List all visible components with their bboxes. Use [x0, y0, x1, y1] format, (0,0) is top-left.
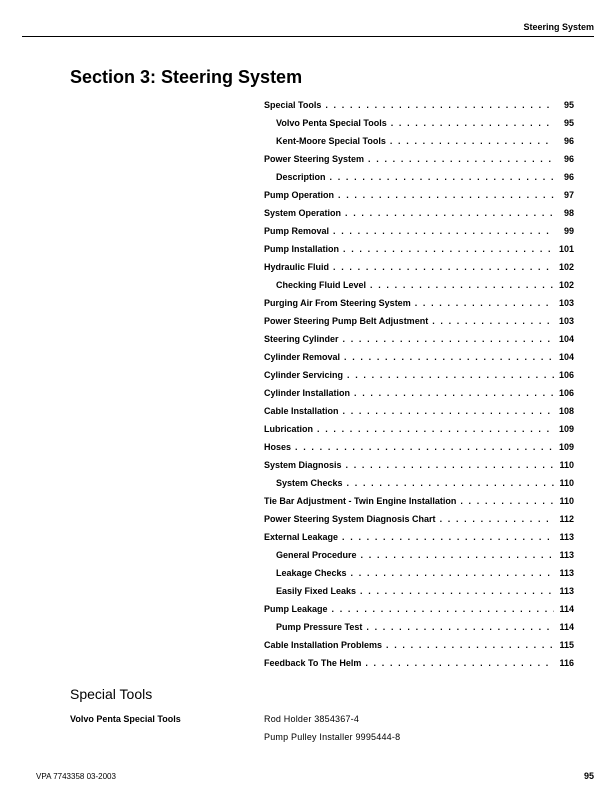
- toc-dot-leader: [333, 262, 554, 272]
- toc-entry[interactable]: [264, 402, 574, 420]
- toc-entry-label: External Leakage: [264, 532, 339, 542]
- toc-entry-label: Volvo Penta Special Tools: [276, 118, 387, 128]
- toc-entry[interactable]: [264, 456, 574, 474]
- toc-entry[interactable]: [264, 618, 574, 636]
- toc-entry-page: 110: [559, 496, 574, 506]
- tool-item: Rod Holder 3854367-4: [264, 714, 360, 724]
- toc-entry-page: 104: [558, 334, 574, 344]
- toc-entry-page: 113: [559, 550, 574, 560]
- toc-dot-leader: [338, 190, 554, 200]
- toc-dot-leader: [342, 532, 554, 542]
- toc-dot-leader: [415, 298, 554, 308]
- toc-entry-label: Cylinder Removal: [264, 352, 341, 362]
- toc-entry-label: General Procedure: [276, 550, 357, 560]
- toc-dot-leader: [344, 352, 554, 362]
- toc-entry-page: 113: [559, 586, 574, 596]
- toc-entry-page: 95: [563, 118, 574, 128]
- toc-entry[interactable]: [264, 132, 574, 150]
- toc-dot-leader: [347, 370, 554, 380]
- toc-entry-page: 106: [558, 370, 574, 380]
- table-of-contents: [264, 96, 574, 672]
- toc-entry[interactable]: [264, 330, 574, 348]
- toc-entry[interactable]: [264, 294, 574, 312]
- toc-entry-label: Kent-Moore Special Tools: [276, 136, 386, 146]
- toc-dot-leader: [390, 136, 554, 146]
- toc-entry-page: 98: [563, 208, 574, 218]
- toc-dot-leader: [295, 442, 554, 452]
- header-rule: [22, 36, 594, 37]
- toc-entry-page: 108: [558, 406, 574, 416]
- toc-entry-page: 109: [558, 442, 574, 452]
- toc-entry[interactable]: [264, 510, 574, 528]
- toc-entry-label: Cable Installation: [264, 406, 339, 416]
- toc-entry-page: 95: [563, 100, 574, 110]
- toc-entry[interactable]: [264, 474, 574, 492]
- toc-entry-page: 112: [559, 514, 574, 524]
- toc-entry-label: Checking Fluid Level: [276, 280, 367, 290]
- toc-entry-page: 102: [558, 280, 574, 290]
- toc-entry-page: 113: [559, 532, 574, 542]
- toc-entry[interactable]: [264, 654, 574, 672]
- toc-dot-leader: [391, 118, 554, 128]
- toc-entry-page: 114: [559, 604, 574, 614]
- toc-entry-page: 97: [563, 190, 574, 200]
- toc-entry-label: Power Steering Pump Belt Adjustment: [264, 316, 429, 326]
- toc-entry-label: Tie Bar Adjustment - Twin Engine Installation: [264, 496, 457, 506]
- toc-dot-leader: [354, 388, 554, 398]
- footer-page-number: 95: [583, 771, 594, 781]
- toc-entry[interactable]: [264, 564, 574, 582]
- toc-entry-page: 110: [559, 460, 574, 470]
- toc-entry-label: Pump Leakage: [264, 604, 328, 614]
- toc-entry[interactable]: [264, 420, 574, 438]
- toc-entry-page: 110: [559, 478, 574, 488]
- toc-dot-leader: [332, 604, 554, 614]
- toc-entry[interactable]: [264, 114, 574, 132]
- toc-entry-label: Description: [276, 172, 326, 182]
- toc-entry[interactable]: [264, 240, 574, 258]
- toc-entry[interactable]: [264, 168, 574, 186]
- toc-entry[interactable]: [264, 258, 574, 276]
- toc-entry[interactable]: [264, 348, 574, 366]
- toc-dot-leader: [325, 100, 554, 110]
- toc-entry-label: Power Steering System: [264, 154, 365, 164]
- toc-dot-leader: [365, 658, 554, 668]
- toc-entry-label: Hydraulic Fluid: [264, 262, 330, 272]
- toc-entry-label: System Checks: [276, 478, 343, 488]
- toc-entry[interactable]: [264, 222, 574, 240]
- toc-entry-page: 106: [558, 388, 574, 398]
- toc-dot-leader: [346, 460, 554, 470]
- toc-entry[interactable]: [264, 582, 574, 600]
- toc-entry-label: Purging Air From Steering System: [264, 298, 411, 308]
- toc-entry[interactable]: [264, 150, 574, 168]
- toc-entry-label: Steering Cylinder: [264, 334, 339, 344]
- toc-entry[interactable]: [264, 528, 574, 546]
- toc-entry[interactable]: [264, 546, 574, 564]
- toc-entry-label: Pump Pressure Test: [276, 622, 363, 632]
- tool-item: Pump Pulley Installer 9995444-8: [264, 732, 401, 742]
- toc-entry[interactable]: [264, 312, 574, 330]
- toc-dot-leader: [343, 244, 554, 254]
- toc-entry[interactable]: [264, 276, 574, 294]
- toc-entry-label: Cylinder Installation: [264, 388, 351, 398]
- toc-dot-leader: [460, 496, 554, 506]
- toc-dot-leader: [343, 334, 554, 344]
- footer-doc-id: VPA 7743358 03-2003: [36, 772, 116, 781]
- toc-entry-label: Lubrication: [264, 424, 313, 434]
- toc-dot-leader: [432, 316, 554, 326]
- special-tools-heading: Special Tools: [70, 686, 153, 702]
- toc-entry-page: 101: [558, 244, 574, 254]
- toc-entry[interactable]: [264, 492, 574, 510]
- toc-entry-label: Special Tools: [264, 100, 322, 110]
- toc-dot-leader: [347, 478, 554, 488]
- toc-dot-leader: [345, 208, 554, 218]
- toc-dot-leader: [333, 226, 554, 236]
- section-title: Section 3: Steering System: [70, 67, 303, 87]
- toc-entry[interactable]: [264, 438, 574, 456]
- toc-entry-page: 113: [559, 568, 574, 578]
- toc-entry-label: System Operation: [264, 208, 342, 218]
- toc-entry[interactable]: [264, 204, 574, 222]
- toc-dot-leader: [440, 514, 554, 524]
- tool-list: [264, 714, 400, 750]
- toc-entry-label: Pump Operation: [264, 190, 335, 200]
- toc-entry-page: 109: [558, 424, 574, 434]
- toc-dot-leader: [370, 280, 554, 290]
- toc-entry-page: 103: [558, 298, 574, 308]
- toc-dot-leader: [351, 568, 554, 578]
- toc-dot-leader: [317, 424, 554, 434]
- toc-entry-label: Feedback To The Helm: [264, 658, 362, 668]
- toc-entry[interactable]: [264, 384, 574, 402]
- toc-entry-label: System Diagnosis: [264, 460, 342, 470]
- toc-entry-label: Power Steering System Diagnosis Chart: [264, 514, 436, 524]
- tool-category-label: Volvo Penta Special Tools: [70, 714, 181, 724]
- toc-entry-page: 96: [563, 154, 574, 164]
- toc-entry-label: Cable Installation Problems: [264, 640, 383, 650]
- toc-dot-leader: [386, 640, 554, 650]
- toc-entry[interactable]: [264, 366, 574, 384]
- toc-entry-label: Easily Fixed Leaks: [276, 586, 357, 596]
- toc-dot-leader: [361, 550, 554, 560]
- toc-entry-label: Pump Installation: [264, 244, 340, 254]
- toc-entry-page: 114: [559, 622, 574, 632]
- toc-entry-label: Hoses: [264, 442, 292, 452]
- toc-entry[interactable]: [264, 186, 574, 204]
- toc-entry[interactable]: [264, 600, 574, 618]
- toc-entry-page: 102: [558, 262, 574, 272]
- toc-entry-label: Leakage Checks: [276, 568, 347, 578]
- toc-entry[interactable]: [264, 96, 574, 114]
- toc-entry-page: 96: [563, 172, 574, 182]
- toc-entry[interactable]: [264, 636, 574, 654]
- toc-entry-label: Cylinder Servicing: [264, 370, 344, 380]
- toc-entry-label: Pump Removal: [264, 226, 330, 236]
- toc-entry-page: 116: [559, 658, 574, 668]
- toc-entry-page: 99: [563, 226, 574, 236]
- toc-entry-page: 103: [558, 316, 574, 326]
- toc-dot-leader: [368, 154, 554, 164]
- toc-dot-leader: [360, 586, 554, 596]
- toc-dot-leader: [330, 172, 554, 182]
- page-header-title: Steering System: [523, 22, 594, 32]
- toc-dot-leader: [343, 406, 554, 416]
- toc-entry-page: 96: [563, 136, 574, 146]
- toc-entry-page: 104: [558, 352, 574, 362]
- toc-dot-leader: [366, 622, 554, 632]
- toc-entry-page: 115: [559, 640, 574, 650]
